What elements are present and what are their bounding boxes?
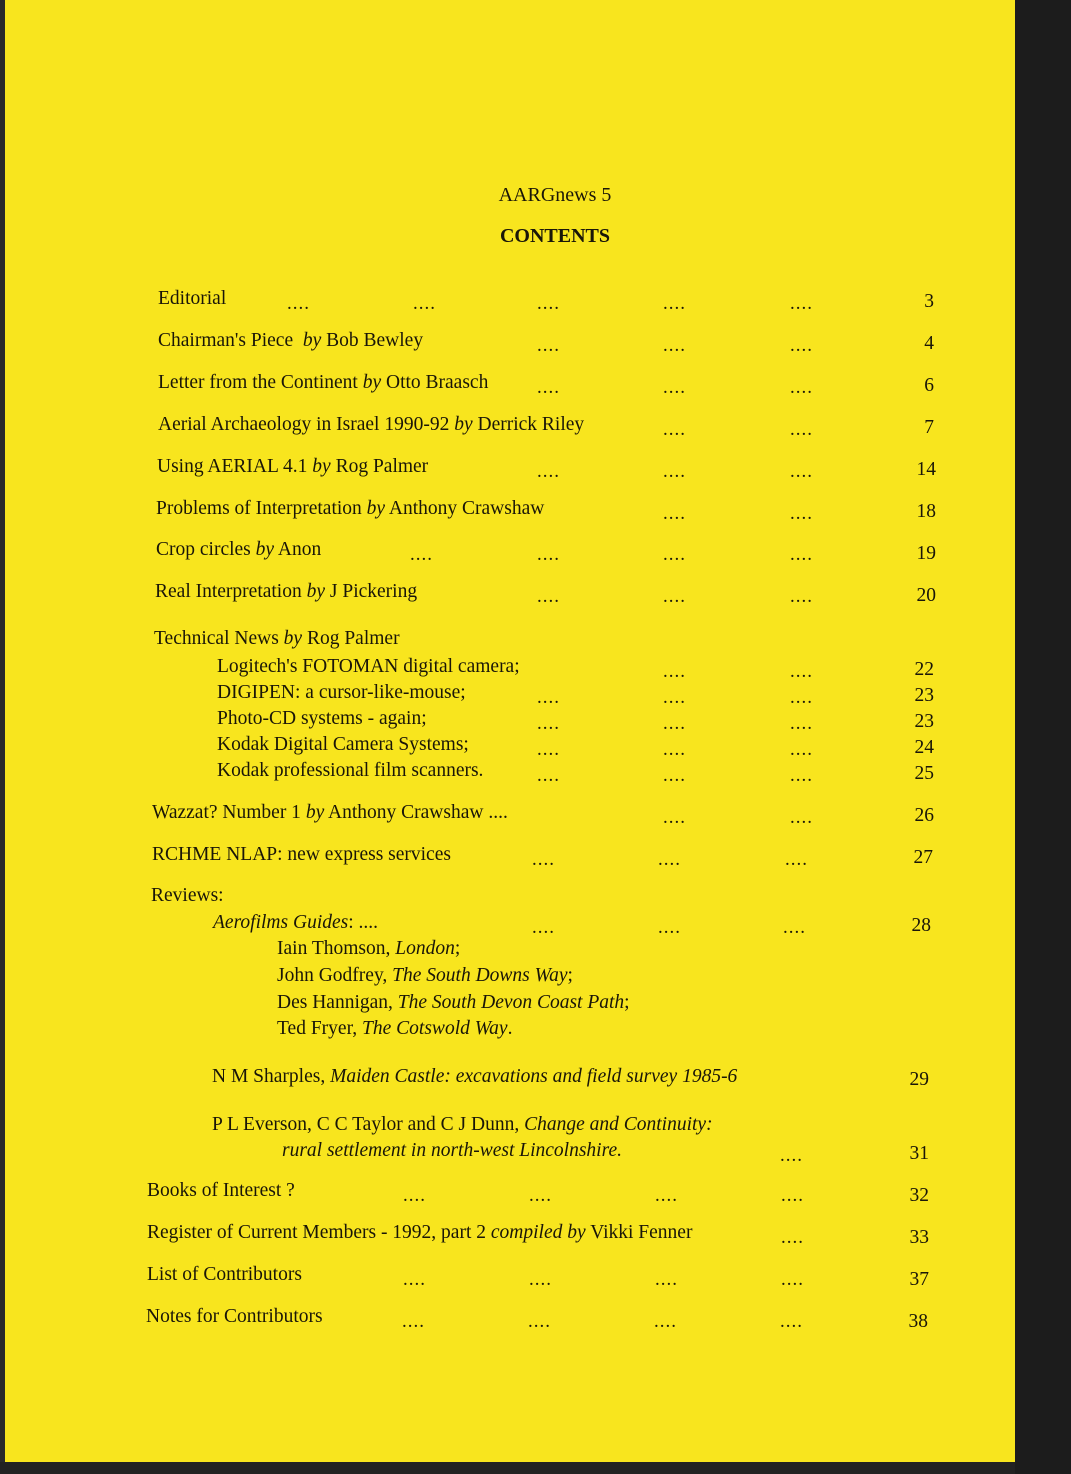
leader-dots: ....	[790, 713, 813, 734]
leader-dots: ....	[785, 849, 808, 870]
leader-dots: ....	[781, 1227, 804, 1248]
page-number: 18	[916, 501, 936, 522]
leader-dots: ....	[790, 461, 813, 482]
tech-item: Photo-CD systems - again;	[217, 708, 427, 729]
page-number: 27	[913, 847, 933, 868]
leader-dots: ....	[403, 1185, 426, 1206]
leader-dots: ....	[537, 713, 560, 734]
page-number: 29	[909, 1069, 929, 1090]
page-number: 6	[924, 375, 934, 396]
leader-dots: ....	[790, 544, 813, 565]
tech-item: DIGIPEN: a cursor-like-mouse;	[217, 682, 466, 703]
leader-dots: ....	[663, 503, 686, 524]
leader-dots: ....	[790, 419, 813, 440]
reviews-heading: Reviews:	[151, 885, 224, 906]
leader-dots: ....	[655, 1269, 678, 1290]
leader-dots: ....	[537, 377, 560, 398]
page-number: 19	[916, 543, 936, 564]
leader-dots: ....	[790, 293, 813, 314]
leader-dots: ....	[413, 293, 436, 314]
leader-dots: ....	[528, 1311, 551, 1332]
leader-dots: ....	[790, 503, 813, 524]
page-number: 7	[924, 417, 934, 438]
leader-dots: ....	[663, 419, 686, 440]
page-number: 23	[914, 711, 934, 732]
tech-item: Kodak professional film scanners.	[217, 760, 484, 781]
leader-dots: ....	[537, 293, 560, 314]
page-number: 20	[916, 585, 936, 606]
page-number: 14	[916, 459, 936, 480]
journal-title: AARGnews 5	[498, 184, 612, 206]
leader-dots: ....	[537, 687, 560, 708]
leader-dots: ....	[654, 1311, 677, 1332]
page-number: 22	[914, 659, 934, 680]
entry-register-members: Register of Current Members - 1992, part 2 compiled by Vikki Fenner	[147, 1222, 693, 1243]
leader-dots: ....	[790, 661, 813, 682]
leader-dots: ....	[537, 544, 560, 565]
scan-edge-bottom	[0, 1462, 1015, 1474]
leader-dots: ....	[537, 335, 560, 356]
entry-list-contributors: List of Contributors	[147, 1264, 302, 1285]
review-sharples: N M Sharples, Maiden Castle: excavations and field survey 1985-6	[212, 1066, 738, 1087]
entry-editorial: Editorial	[158, 288, 227, 309]
page-number: 4	[924, 333, 934, 354]
entry-letter-continent: Letter from the Continent by Otto Braasch	[158, 372, 489, 393]
leader-dots: ....	[663, 335, 686, 356]
leader-dots: ....	[663, 687, 686, 708]
leader-dots: ....	[663, 739, 686, 760]
leader-dots: ....	[537, 739, 560, 760]
page-number: 28	[911, 915, 931, 936]
entry-problems-interpretation: Problems of Interpretation by Anthony Crawshaw	[156, 498, 545, 519]
page-number: 3	[924, 291, 934, 312]
review-book: John Godfrey, The South Downs Way;	[277, 965, 573, 986]
leader-dots: ....	[658, 849, 681, 870]
leader-dots: ....	[410, 544, 433, 565]
leader-dots: ....	[529, 1269, 552, 1290]
leader-dots: ....	[663, 377, 686, 398]
page-number: 33	[909, 1227, 929, 1248]
review-everson: P L Everson, C C Taylor and C J Dunn, Change and Continuity:	[212, 1114, 713, 1135]
page-number: 37	[909, 1269, 929, 1290]
leader-dots: ....	[403, 1269, 426, 1290]
leader-dots: ....	[790, 765, 813, 786]
entry-crop-circles: Crop circles by Anon	[156, 539, 322, 560]
scan-edge-left	[0, 0, 5, 1474]
entry-technical-news: Technical News by Rog Palmer	[154, 628, 400, 649]
review-everson-line2: rural settlement in north-west Lincolnshire.	[282, 1140, 622, 1161]
page-number: 25	[914, 763, 934, 784]
leader-dots: ....	[783, 917, 806, 938]
leader-dots: ....	[780, 1145, 803, 1166]
leader-dots: ....	[790, 687, 813, 708]
leader-dots: ....	[529, 1185, 552, 1206]
page-number: 38	[908, 1311, 928, 1332]
contents-heading: CONTENTS	[499, 225, 611, 247]
leader-dots: ....	[790, 335, 813, 356]
leader-dots: ....	[658, 917, 681, 938]
page-number: 23	[914, 685, 934, 706]
page-number: 24	[914, 737, 934, 758]
page-number: 26	[914, 805, 934, 826]
leader-dots: ....	[781, 1269, 804, 1290]
leader-dots: ....	[663, 661, 686, 682]
tech-item: Logitech's FOTOMAN digital camera;	[217, 656, 520, 677]
leader-dots: ....	[663, 293, 686, 314]
leader-dots: ....	[663, 544, 686, 565]
entry-rchme-nlap: RCHME NLAP: new express services	[152, 844, 451, 865]
leader-dots: ....	[663, 765, 686, 786]
entry-books-of-interest: Books of Interest ?	[147, 1180, 295, 1201]
entry-notes-contributors: Notes for Contributors	[146, 1306, 323, 1327]
leader-dots: ....	[532, 917, 555, 938]
review-book: Ted Fryer, The Cotswold Way.	[277, 1018, 513, 1039]
page-number: 31	[909, 1143, 929, 1164]
review-book: Des Hannigan, The South Devon Coast Path;	[277, 992, 630, 1013]
leader-dots: ....	[287, 293, 310, 314]
review-book: Iain Thomson, London;	[277, 938, 461, 959]
leader-dots: ....	[790, 739, 813, 760]
leader-dots: ....	[780, 1311, 803, 1332]
leader-dots: ....	[537, 765, 560, 786]
leader-dots: ....	[781, 1185, 804, 1206]
leader-dots: ....	[655, 1185, 678, 1206]
entry-aerial-israel: Aerial Archaeology in Israel 1990-92 by Derrick Riley	[158, 414, 585, 435]
leader-dots: ....	[790, 377, 813, 398]
entry-wazzat: Wazzat? Number 1 by Anthony Crawshaw ....	[152, 802, 508, 823]
leader-dots: ....	[537, 586, 560, 607]
entry-using-aerial: Using AERIAL 4.1 by Rog Palmer	[157, 456, 429, 477]
leader-dots: ....	[532, 849, 555, 870]
page-number: 32	[909, 1185, 929, 1206]
leader-dots: ....	[663, 713, 686, 734]
review-aerofilms: Aerofilms Guides: ....	[213, 912, 379, 933]
leader-dots: ....	[663, 461, 686, 482]
leader-dots: ....	[537, 461, 560, 482]
leader-dots: ....	[663, 807, 686, 828]
tech-item: Kodak Digital Camera Systems;	[217, 734, 469, 755]
leader-dots: ....	[663, 586, 686, 607]
entry-real-interpretation: Real Interpretation by J Pickering	[155, 581, 418, 602]
entry-chairmans-piece: Chairman's Piece by Bob Bewley	[158, 330, 424, 351]
leader-dots: ....	[402, 1311, 425, 1332]
leader-dots: ....	[790, 807, 813, 828]
leader-dots: ....	[790, 586, 813, 607]
